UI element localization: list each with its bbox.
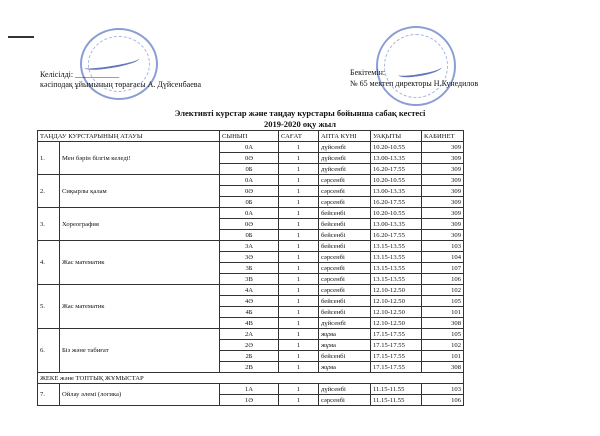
time-cell: 13.00-13.35 xyxy=(371,153,422,164)
column-header-course: ТАҢДАУ КУРСТАРЫНЫҢ АТАУЫ xyxy=(38,131,220,142)
hours-cell: 1 xyxy=(279,296,319,307)
hours-cell: 1 xyxy=(279,208,319,219)
day-cell: сәрсенбі xyxy=(319,395,371,406)
time-cell: 10.20-10.55 xyxy=(371,208,422,219)
time-cell: 10.20-10.55 xyxy=(371,175,422,186)
class-cell: 1А xyxy=(220,384,279,395)
hours-cell: 1 xyxy=(279,186,319,197)
table-row xyxy=(38,175,464,186)
section-title: ЖЕКЕ және ТОПТЫҚ ЖҰМЫСТАР xyxy=(38,373,464,384)
schedule-table xyxy=(37,130,464,406)
day-cell: дүйсенбі xyxy=(319,384,371,395)
hours-cell: 1 xyxy=(279,219,319,230)
class-cell: 0А xyxy=(220,142,279,153)
section-row xyxy=(38,373,464,384)
hours-cell: 1 xyxy=(279,164,319,175)
class-cell: 0Ә xyxy=(220,186,279,197)
hours-cell: 1 xyxy=(279,175,319,186)
class-cell: 3В xyxy=(220,274,279,285)
day-cell: сәрсенбі xyxy=(319,285,371,296)
room-cell: 101 xyxy=(422,351,464,362)
time-cell: 11.15-11.55 xyxy=(371,384,422,395)
time-cell: 10.20-10.55 xyxy=(371,142,422,153)
time-cell: 13.15-13.55 xyxy=(371,274,422,285)
room-cell: 308 xyxy=(422,362,464,373)
room-cell: 308 xyxy=(422,318,464,329)
document-title: Элективті курстар және таңдау курстары бойынша сабақ кестесі xyxy=(174,108,426,118)
column-header-day: АПТА КҮНІ xyxy=(319,131,371,142)
class-cell: 0Б xyxy=(220,164,279,175)
time-cell: 17.15-17.55 xyxy=(371,362,422,373)
day-cell: бейсенбі xyxy=(319,307,371,318)
class-cell: 4А xyxy=(220,285,279,296)
course-name: Жас математик xyxy=(60,285,220,329)
time-cell: 13.15-13.55 xyxy=(371,241,422,252)
day-cell: жұма xyxy=(319,362,371,373)
course-name: Мен бәрін білгім келеді! xyxy=(60,142,220,175)
class-cell: 4Ә xyxy=(220,296,279,307)
day-cell: сәрсенбі xyxy=(319,186,371,197)
time-cell: 16.20-17.55 xyxy=(371,164,422,175)
course-number: 3. xyxy=(38,208,60,241)
course-number: 4. xyxy=(38,241,60,285)
room-cell: 102 xyxy=(422,285,464,296)
course-number: 2. xyxy=(38,175,60,208)
course-name: Біз және табиғат xyxy=(60,329,220,373)
room-cell: 309 xyxy=(422,208,464,219)
time-cell: 13.00-13.35 xyxy=(371,219,422,230)
hours-cell: 1 xyxy=(279,318,319,329)
hours-cell: 1 xyxy=(279,307,319,318)
hours-cell: 1 xyxy=(279,340,319,351)
room-cell: 309 xyxy=(422,230,464,241)
class-cell: 2В xyxy=(220,362,279,373)
room-cell: 105 xyxy=(422,329,464,340)
approval-left-label: Келісілді: ___________ xyxy=(40,70,120,79)
day-cell: сәрсенбі xyxy=(319,197,371,208)
day-cell: сәрсенбі xyxy=(319,263,371,274)
room-cell: 104 xyxy=(422,252,464,263)
class-cell: 4Б xyxy=(220,307,279,318)
course-name: Ойлау әлемі (логика) xyxy=(60,384,220,406)
table-row xyxy=(38,329,464,340)
time-cell: 17.15-17.55 xyxy=(371,351,422,362)
room-cell: 309 xyxy=(422,164,464,175)
course-number: 6. xyxy=(38,329,60,373)
room-cell: 309 xyxy=(422,197,464,208)
room-cell: 103 xyxy=(422,384,464,395)
class-cell: 0А xyxy=(220,175,279,186)
time-cell: 12.10-12.50 xyxy=(371,296,422,307)
course-number: 5. xyxy=(38,285,60,329)
hours-cell: 1 xyxy=(279,362,319,373)
hours-cell: 1 xyxy=(279,285,319,296)
top-mark xyxy=(8,36,34,38)
approval-right-signer: № 65 мектеп директоры Н.Кунедилов xyxy=(350,79,479,88)
class-cell: 3Б xyxy=(220,263,279,274)
hours-cell: 1 xyxy=(279,351,319,362)
time-cell: 12.10-12.50 xyxy=(371,307,422,318)
day-cell: дүйсенбі xyxy=(319,318,371,329)
room-cell: 309 xyxy=(422,153,464,164)
time-cell: 13.15-13.55 xyxy=(371,252,422,263)
room-cell: 309 xyxy=(422,142,464,153)
column-header-time: УАҚЫТЫ xyxy=(371,131,422,142)
hours-cell: 1 xyxy=(279,142,319,153)
hours-cell: 1 xyxy=(279,329,319,340)
class-cell: 3А xyxy=(220,241,279,252)
class-cell: 4В xyxy=(220,318,279,329)
hours-cell: 1 xyxy=(279,263,319,274)
hours-cell: 1 xyxy=(279,153,319,164)
school-year: 2019-2020 оқу жыл xyxy=(263,119,337,129)
table-header-row xyxy=(38,131,464,142)
room-cell: 103 xyxy=(422,241,464,252)
day-cell: бейсенбі xyxy=(319,241,371,252)
day-cell: дүйсенбі xyxy=(319,142,371,153)
class-cell: 2Б xyxy=(220,351,279,362)
room-cell: 105 xyxy=(422,296,464,307)
time-cell: 13.15-13.55 xyxy=(371,263,422,274)
column-header-hours: САҒАТ xyxy=(279,131,319,142)
day-cell: дүйсенбі xyxy=(319,153,371,164)
time-cell: 12.10-12.50 xyxy=(371,285,422,296)
class-cell: 2А xyxy=(220,329,279,340)
room-cell: 309 xyxy=(422,219,464,230)
time-cell: 17.15-17.55 xyxy=(371,329,422,340)
hours-cell: 1 xyxy=(279,230,319,241)
day-cell: бейсенбі xyxy=(319,296,371,307)
room-cell: 309 xyxy=(422,186,464,197)
table-row xyxy=(38,208,464,219)
time-cell: 11.15-11.55 xyxy=(371,395,422,406)
course-name: Сиқырлы қалам xyxy=(60,175,220,208)
time-cell: 16.20-17.55 xyxy=(371,197,422,208)
column-header-room: КАБИНЕТ xyxy=(422,131,464,142)
day-cell: сәрсенбі xyxy=(319,252,371,263)
day-cell: бейсенбі xyxy=(319,230,371,241)
day-cell: жұма xyxy=(319,340,371,351)
room-cell: 102 xyxy=(422,340,464,351)
day-cell: дүйсенбі xyxy=(319,164,371,175)
table-row xyxy=(38,142,464,153)
day-cell: сәрсенбі xyxy=(319,175,371,186)
approval-right-label: Бекітемін: xyxy=(350,68,386,77)
hours-cell: 1 xyxy=(279,241,319,252)
hours-cell: 1 xyxy=(279,395,319,406)
hours-cell: 1 xyxy=(279,384,319,395)
class-cell: 1Ә xyxy=(220,395,279,406)
class-cell: 0Б xyxy=(220,230,279,241)
course-number: 7. xyxy=(38,384,60,406)
course-name: Хореография xyxy=(60,208,220,241)
class-cell: 0Ә xyxy=(220,153,279,164)
room-cell: 106 xyxy=(422,274,464,285)
class-cell: 0А xyxy=(220,208,279,219)
room-cell: 309 xyxy=(422,175,464,186)
table-row xyxy=(38,384,464,395)
hours-cell: 1 xyxy=(279,252,319,263)
class-cell: 3Ә xyxy=(220,252,279,263)
column-header-class: СЫНЫП xyxy=(220,131,279,142)
class-cell: 0Б xyxy=(220,197,279,208)
course-name: Жас математик xyxy=(60,241,220,285)
room-cell: 106 xyxy=(422,395,464,406)
class-cell: 0Ә xyxy=(220,219,279,230)
room-cell: 101 xyxy=(422,307,464,318)
day-cell: бейсенбі xyxy=(319,351,371,362)
course-number: 1. xyxy=(38,142,60,175)
table-row xyxy=(38,285,464,296)
time-cell: 12.10-12.50 xyxy=(371,318,422,329)
day-cell: бейсенбі xyxy=(319,219,371,230)
time-cell: 13.00-13.35 xyxy=(371,186,422,197)
hours-cell: 1 xyxy=(279,197,319,208)
day-cell: сәрсенбі xyxy=(319,274,371,285)
time-cell: 16.20-17.55 xyxy=(371,230,422,241)
table-row xyxy=(38,241,464,252)
class-cell: 2Ә xyxy=(220,340,279,351)
day-cell: бейсенбі xyxy=(319,208,371,219)
room-cell: 107 xyxy=(422,263,464,274)
day-cell: жұма xyxy=(319,329,371,340)
time-cell: 17.15-17.55 xyxy=(371,340,422,351)
hours-cell: 1 xyxy=(279,274,319,285)
approval-left-signer: кәсіподақ ұйымының төрағасы А. Дүйсенбаева xyxy=(40,80,201,89)
